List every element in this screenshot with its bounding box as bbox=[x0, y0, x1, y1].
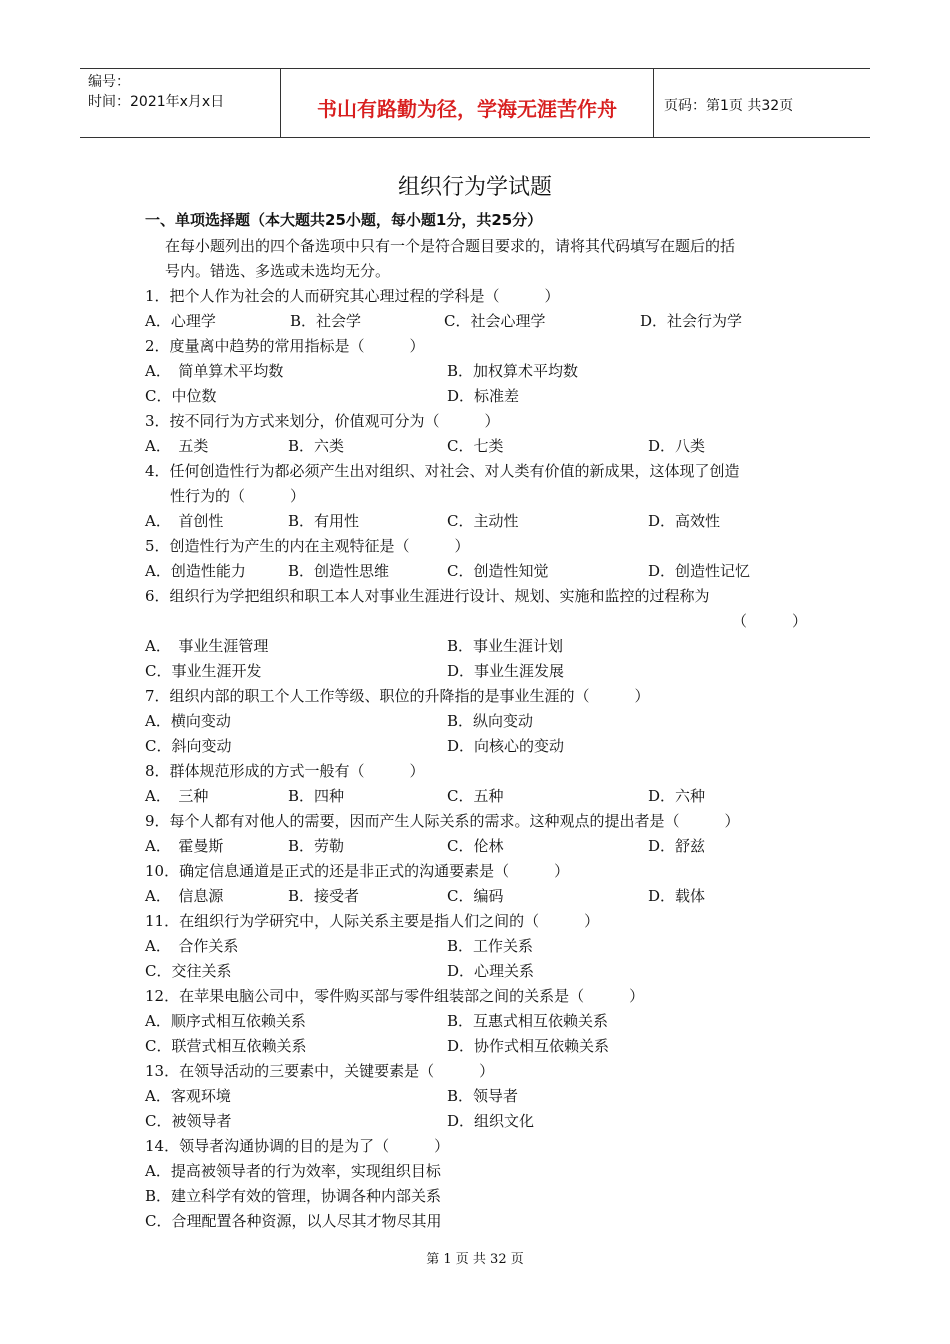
option: C．事业生涯开发 bbox=[145, 662, 262, 680]
option: B．有用性 bbox=[288, 512, 360, 530]
option: D．创造性记忆 bbox=[648, 562, 751, 580]
option: A．客观环境 bbox=[145, 1087, 231, 1105]
option: B．四种 bbox=[288, 787, 345, 805]
question: 2．度量离中趋势的常用指标是（ ） bbox=[145, 337, 425, 355]
page-footer: 第 1 页 共 32 页 bbox=[426, 1252, 524, 1267]
option: A．心理学 bbox=[145, 312, 216, 330]
question: 5．创造性行为产生的内在主观特征是（ ） bbox=[145, 537, 470, 555]
option: A． 合作关系 bbox=[145, 937, 239, 955]
option: C．五种 bbox=[447, 787, 504, 805]
question: 14．领导者沟通协调的目的是为了（ ） bbox=[145, 1137, 450, 1155]
option: D．高效性 bbox=[648, 512, 721, 530]
header-page-cell bbox=[654, 69, 870, 137]
option: D．组织文化 bbox=[447, 1112, 535, 1130]
option: C．交往关系 bbox=[145, 962, 232, 980]
number-label: 编号： bbox=[88, 74, 130, 90]
option: A．横向变动 bbox=[145, 712, 231, 730]
question: 6．组织行为学把组织和职工本人对事业生涯进行设计、规划、实施和监控的过程称为 bbox=[145, 587, 710, 605]
question: 13．在领导活动的三要素中，关键要素是（ ） bbox=[145, 1062, 495, 1080]
document-title: 组织行为学试题 bbox=[397, 175, 552, 200]
option: A． 三种 bbox=[145, 787, 209, 805]
option: C．创造性知觉 bbox=[447, 562, 549, 580]
header-info-cell bbox=[80, 69, 281, 137]
motto: 书山有路勤为径，学海无涯苦作舟 bbox=[317, 97, 617, 121]
option: A．提高被领导者的行为效率，实现组织目标 bbox=[145, 1162, 441, 1180]
option: C．斜向变动 bbox=[145, 737, 232, 755]
option: A．顺序式相互依赖关系 bbox=[145, 1012, 306, 1030]
instructions-line-2: 号内。错选、多选或未选均无分。 bbox=[165, 262, 391, 280]
option: B．创造性思维 bbox=[288, 562, 390, 580]
option: D．八类 bbox=[648, 437, 706, 455]
question: 11．在组织行为学研究中，人际关系主要是指人们之间的（ ） bbox=[145, 912, 600, 930]
option: B．社会学 bbox=[290, 312, 362, 330]
option: D．六种 bbox=[648, 787, 706, 805]
option: A． 信息源 bbox=[145, 887, 224, 905]
option: B．六类 bbox=[288, 437, 345, 455]
option: D．社会行为学 bbox=[640, 312, 743, 330]
option: A． 简单算术平均数 bbox=[145, 362, 284, 380]
option: A． 五类 bbox=[145, 437, 209, 455]
option: B．劳勒 bbox=[288, 837, 345, 855]
instructions-line-1: 在每小题列出的四个备选项中只有一个是符合题目要求的，请将其代码填写在题后的括 bbox=[165, 237, 736, 255]
option: C．编码 bbox=[447, 887, 504, 905]
page-code: 页码：第1页 共32页 bbox=[664, 98, 794, 114]
section-heading: 一、单项选择题（本大题共25小题，每小题1分，共25分） bbox=[145, 211, 543, 229]
option: D．心理关系 bbox=[447, 962, 535, 980]
option: D．事业生涯发展 bbox=[447, 662, 565, 680]
option: B．互惠式相互依赖关系 bbox=[447, 1012, 609, 1030]
option: B．事业生涯计划 bbox=[447, 637, 564, 655]
option: B．接受者 bbox=[288, 887, 360, 905]
question: 7．组织内部的职工个人工作等级、职位的升降指的是事业生涯的（ ） bbox=[145, 687, 650, 705]
question: 4．任何创造性行为都必须产生出对组织、对社会、对人类有价值的新成果，这体现了创造 bbox=[145, 462, 740, 480]
question: 8．群体规范形成的方式一般有（ ） bbox=[145, 762, 425, 780]
option: C．联营式相互依赖关系 bbox=[145, 1037, 307, 1055]
header-motto-cell bbox=[281, 69, 654, 137]
option: A． 首创性 bbox=[145, 512, 224, 530]
question: 12．在苹果电脑公司中，零件购买部与零件组装部之间的关系是（ ） bbox=[145, 987, 645, 1005]
option: D．标准差 bbox=[447, 387, 520, 405]
option: B．工作关系 bbox=[447, 937, 534, 955]
question: 3．按不同行为方式来划分，价值观可分为（ ） bbox=[145, 412, 500, 430]
question: 10．确定信息通道是正式的还是非正式的沟通要素是（ ） bbox=[145, 862, 570, 880]
option: C．七类 bbox=[447, 437, 504, 455]
option: D．协作式相互依赖关系 bbox=[447, 1037, 610, 1055]
answer-paren: （ ） bbox=[732, 612, 808, 630]
option: B．领导者 bbox=[447, 1087, 519, 1105]
option: C．合理配置各种资源，以人尽其才物尽其用 bbox=[145, 1212, 442, 1230]
question: 1．把个人作为社会的人而研究其心理过程的学科是（ ） bbox=[145, 287, 560, 305]
option: D．舒兹 bbox=[648, 837, 706, 855]
option: B．建立科学有效的管理，协调各种内部关系 bbox=[145, 1187, 442, 1205]
question: 9．每个人都有对他人的需要，因而产生人际关系的需求。这种观点的提出者是（ ） bbox=[145, 812, 740, 830]
option: C．主动性 bbox=[447, 512, 519, 530]
option: A． 霍曼斯 bbox=[145, 837, 224, 855]
option: D．向核心的变动 bbox=[447, 737, 565, 755]
option: A．创造性能力 bbox=[145, 562, 246, 580]
question-continued: 性行为的（ ） bbox=[170, 487, 306, 505]
option: C．社会心理学 bbox=[444, 312, 546, 330]
option: C．伦林 bbox=[447, 837, 504, 855]
option: B．加权算术平均数 bbox=[447, 362, 579, 380]
page-header bbox=[80, 68, 870, 138]
option: B．纵向变动 bbox=[447, 712, 534, 730]
option: D．载体 bbox=[648, 887, 706, 905]
option: C．被领导者 bbox=[145, 1112, 232, 1130]
option: A． 事业生涯管理 bbox=[145, 637, 269, 655]
time-label: 时间：2021年x月x日 bbox=[88, 94, 225, 110]
option: C．中位数 bbox=[145, 387, 217, 405]
